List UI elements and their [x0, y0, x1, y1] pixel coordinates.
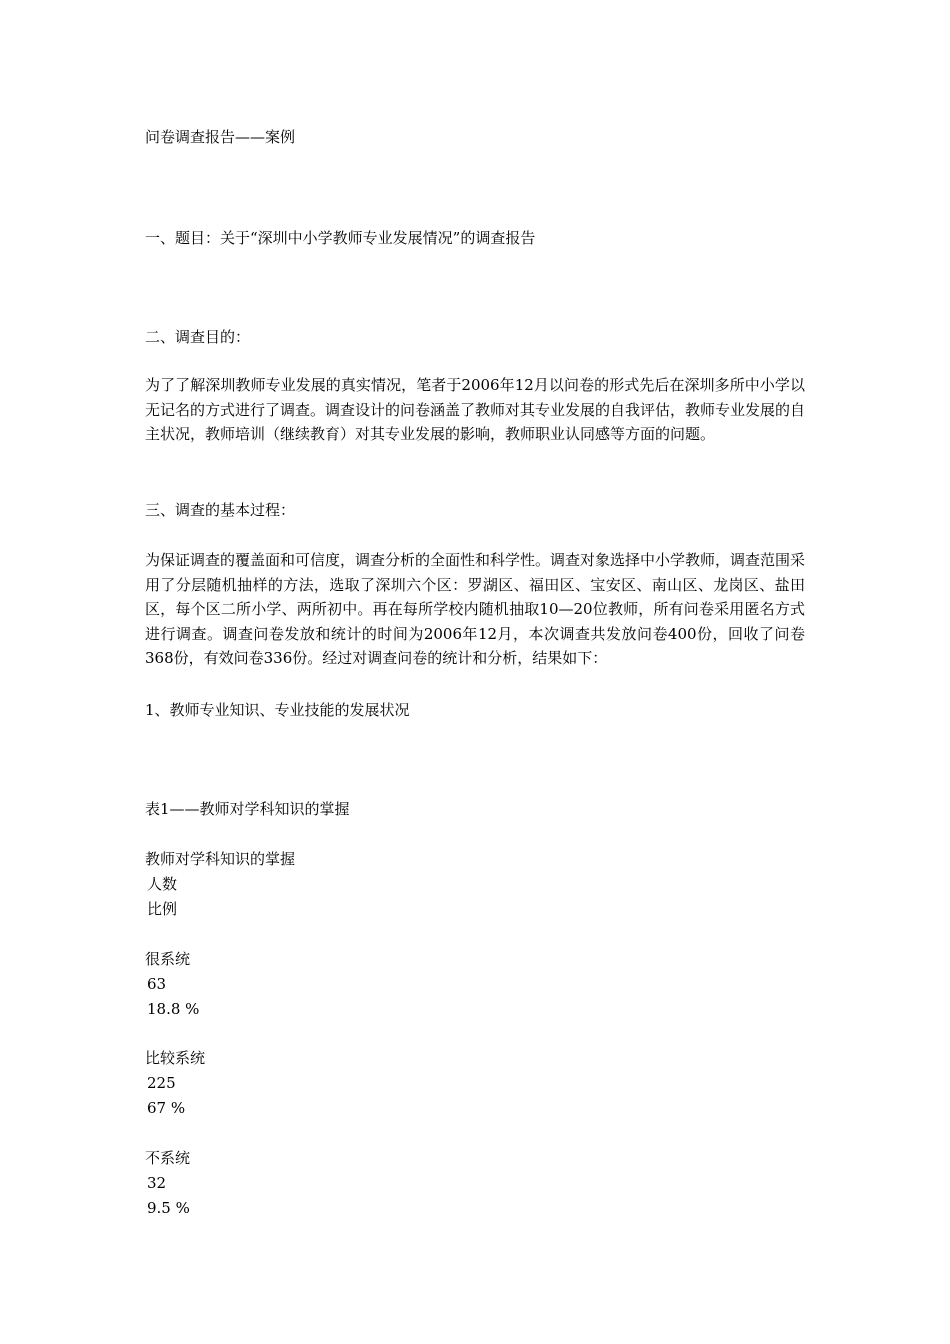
section-heading-process: 三、调查的基本过程： — [145, 501, 296, 519]
table-row-ratio: 18.8 % — [147, 1000, 200, 1018]
table-row-count: 32 — [147, 1174, 167, 1192]
table-row-label: 不系统 — [145, 1149, 191, 1167]
section-heading-purpose: 二、调查目的： — [145, 328, 251, 346]
document-title: 问卷调查报告——案例 — [145, 128, 296, 146]
table-header-ratio: 比例 — [147, 900, 178, 918]
item-heading-knowledge-skills: 1、教师专业知识、专业技能的发展状况 — [145, 701, 410, 719]
purpose-paragraph: 为了了解深圳教师专业发展的真实情况，笔者于2006年12月以问卷的形式先后在深圳多所中小学以无记名的方式进行了调查。调查设计的问卷涵盖了教师对其专业发展的自我评估，教师专业发展的自主状况，教师培训（继续教育）对其专业发展的影响，教师职业认同感等方面的问题。 — [145, 376, 806, 443]
table-row-ratio: 67 % — [147, 1099, 186, 1117]
table-row-label: 比较系统 — [145, 1049, 206, 1067]
table-row-count: 63 — [147, 975, 167, 993]
table-header-count: 人数 — [147, 875, 178, 893]
table-row-ratio: 9.5 % — [147, 1199, 190, 1217]
section-heading-topic: 一、题目：关于“深圳中小学教师专业发展情况”的调查报告 — [145, 229, 536, 247]
table-row-count: 225 — [147, 1074, 176, 1092]
table-header-category: 教师对学科知识的掌握 — [145, 850, 296, 868]
table-row-label: 很系统 — [145, 950, 191, 968]
process-paragraph: 为保证调查的覆盖面和可信度，调查分析的全面性和科学性。调查对象选择中小学教师，调查范围采用了分层随机抽样的方法，选取了深圳六个区：罗湖区、福田区、宝安区、南山区、龙岗区、盐田区，每个区二所小学、两所初中。再在每所学校内随机抽取10—20位教师，所有问卷采用匿名方式进行调查。调查问卷发放和统计的时间为2006年12月，本次调查共发放问卷400份，回收了问卷368份，有效问卷336份。经过对调查问卷的统计和分析，结果如下： — [145, 551, 806, 667]
table-caption: 表1——教师对学科知识的掌握 — [145, 800, 350, 818]
